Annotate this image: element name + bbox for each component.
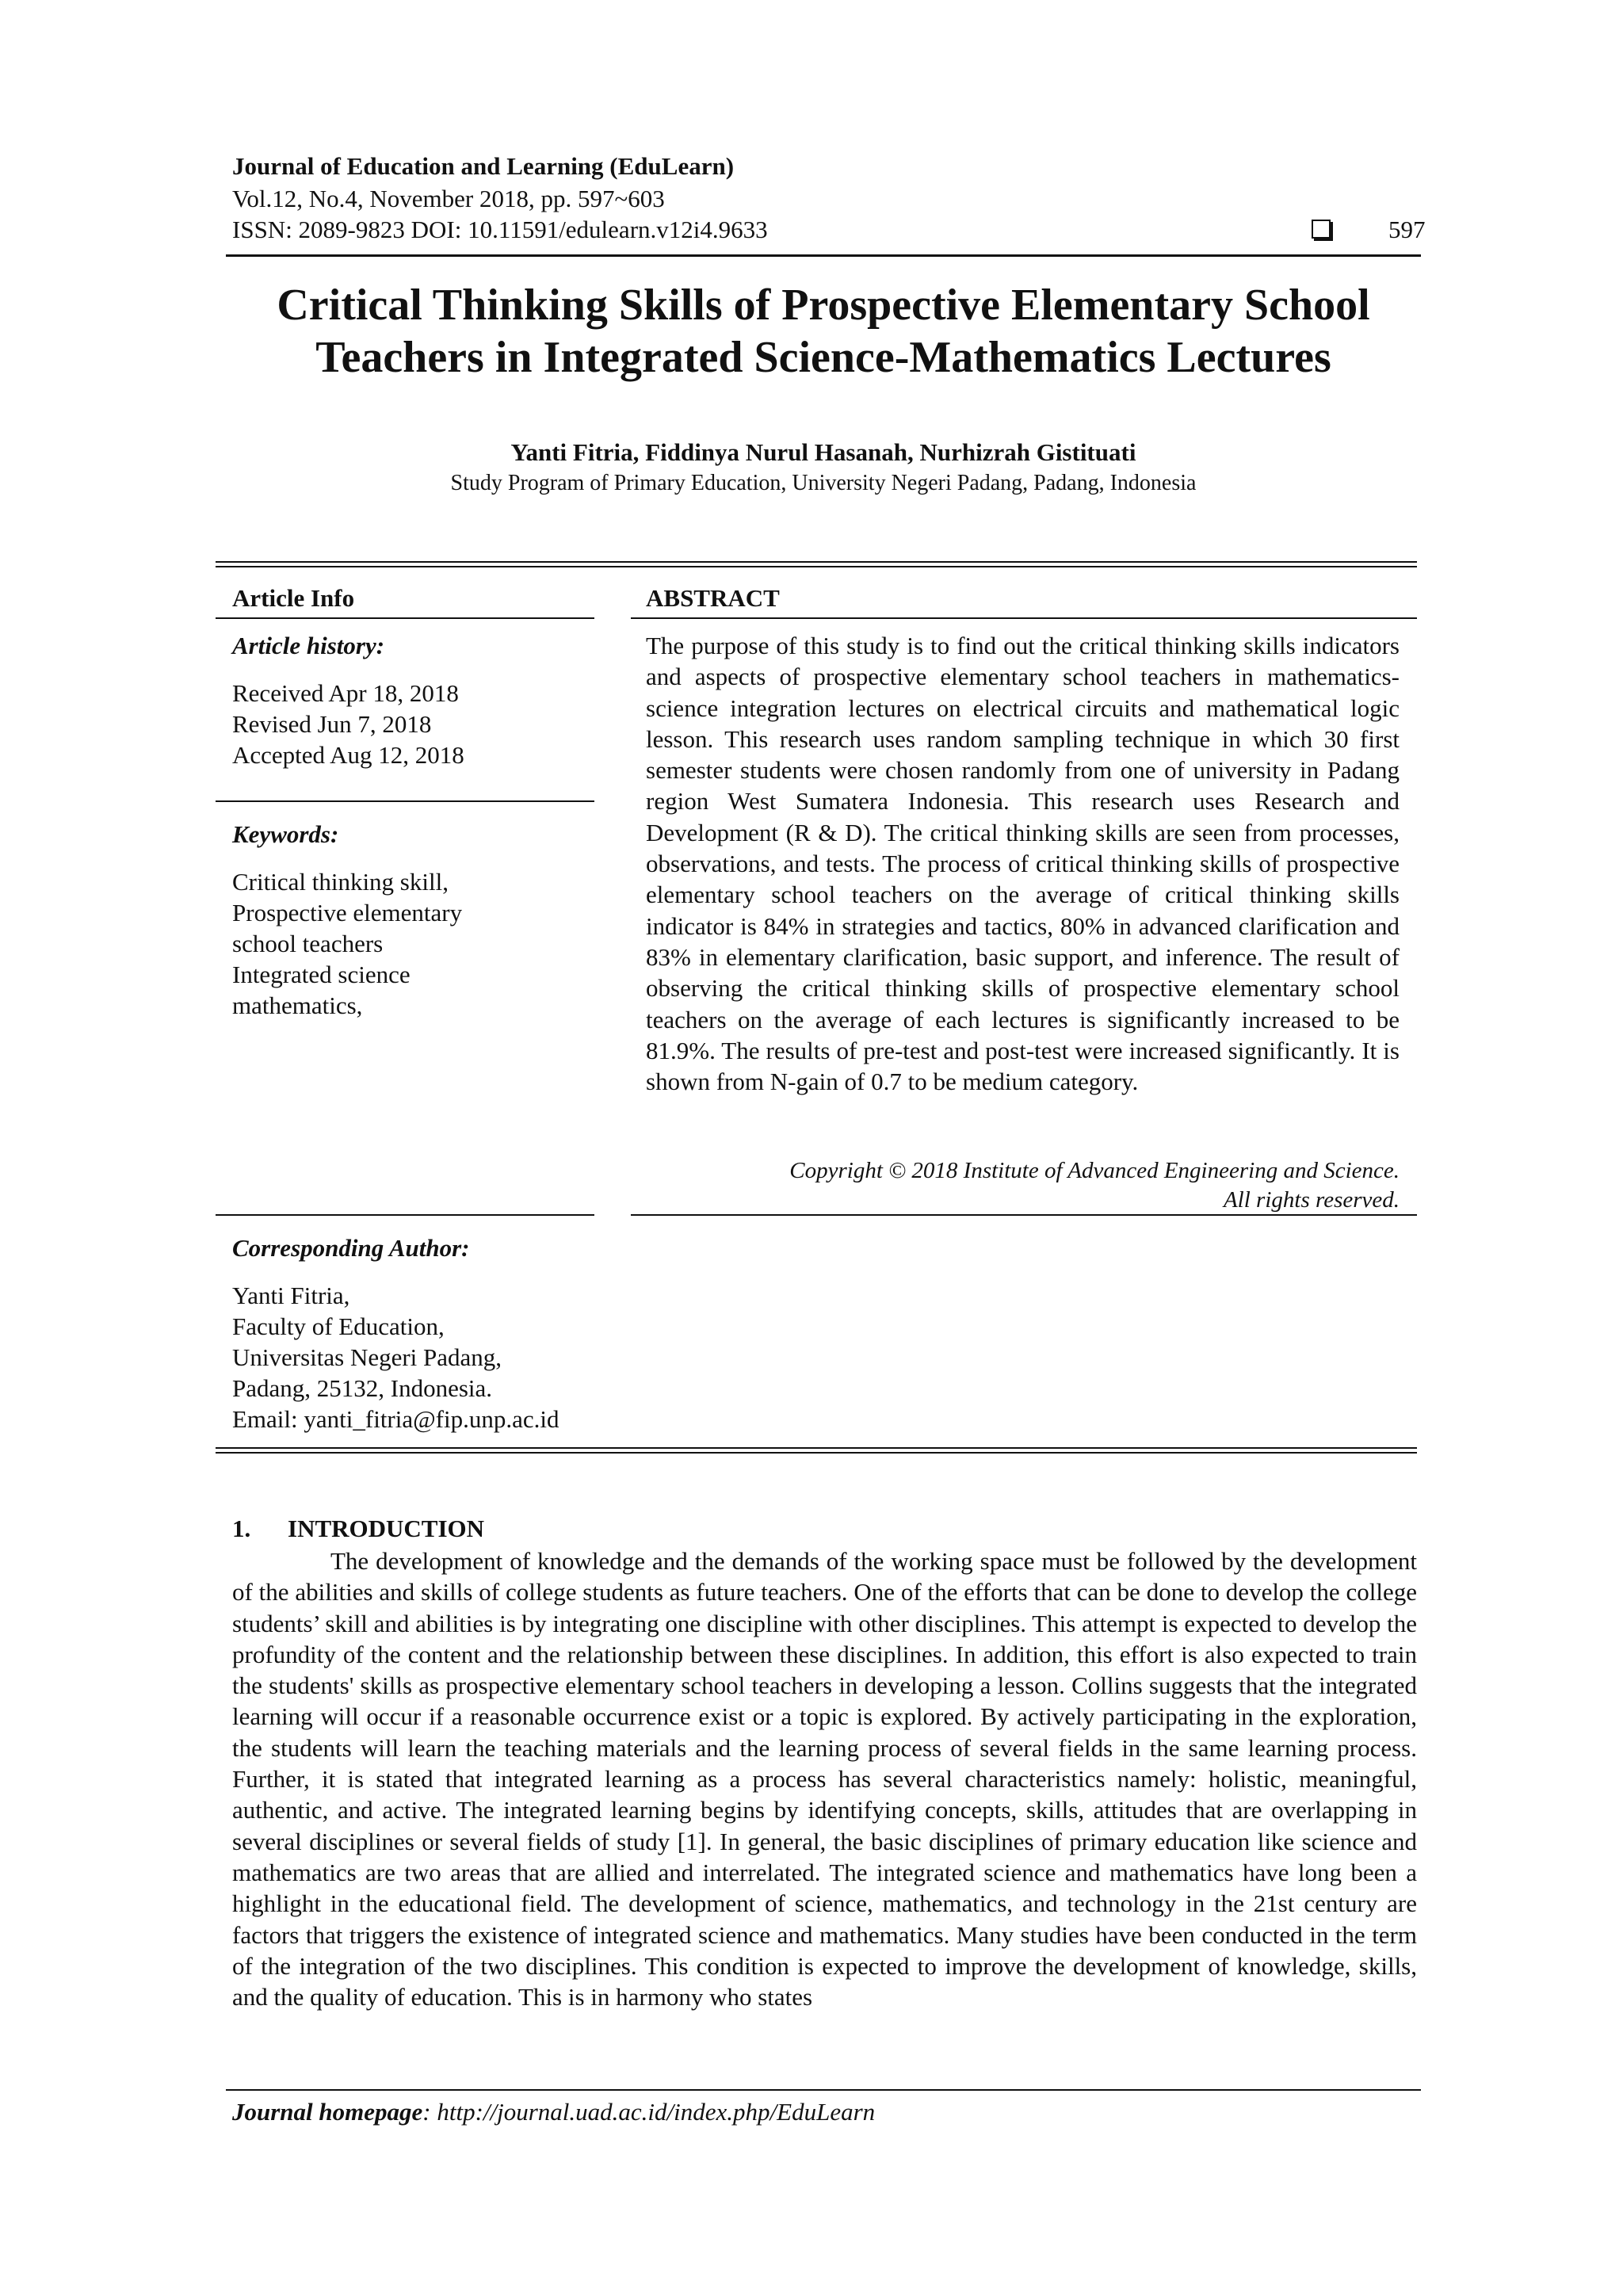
section-number: 1. [232,1515,251,1542]
keyword-item: Integrated science [232,961,411,988]
abstract-heading-rule [631,617,1417,619]
keywords-divider [216,1214,594,1216]
section-title: INTRODUCTION [288,1515,485,1542]
rights-reserved-line: All rights reserved. [1223,1187,1400,1213]
keyword-item: mathematics, [232,991,363,1019]
history-revised: Revised Jun 7, 2018 [232,710,432,738]
corresponding-author-line: Faculty of Education, [232,1312,445,1340]
journal-issn-doi: ISSN: 2089-9823 DOI: 10.11591/edulearn.v12i4.9633 [232,216,768,243]
footer-rule [226,2089,1421,2091]
article-history-heading: Article history: [232,632,385,659]
info-box-top-rule [216,561,1417,563]
history-accepted: Accepted Aug 12, 2018 [232,741,464,769]
journal-volume: Vol.12, No.4, November 2018, pp. 597~603 [232,185,665,212]
info-box-bottom-rule [216,1447,1417,1449]
paper-title-line-1: Critical Thinking Skills of Prospective Elementary School [277,281,1370,330]
page-number: 597 [1388,216,1426,243]
corresponding-author-email: Email: yanti_fitria@fip.unp.ac.id [232,1405,559,1433]
corresponding-author-heading: Corresponding Author: [232,1234,470,1262]
history-divider [216,800,594,802]
corresponding-author-line: Universitas Negeri Padang, [232,1343,502,1371]
abstract-heading: ABSTRACT [646,584,780,612]
keyword-item: Critical thinking skill, [232,868,449,896]
corresponding-author-line: Padang, 25132, Indonesia. [232,1374,493,1402]
journal-homepage-url[interactable]: : http://journal.uad.ac.id/index.php/EduLearn [422,2098,876,2126]
article-info-heading: Article Info [232,584,355,612]
square-bullet-icon [1312,220,1331,239]
keywords-heading: Keywords: [232,820,339,848]
header-rule [226,254,1421,257]
keyword-item: school teachers [232,930,384,957]
abstract-text: The purpose of this study is to find out the critical thinking skills indicators and aspects of prospective elementary school teachers in mathematics-science integration lectures on electrical circuits and mathematical logic lesson. This research uses random sampling technique in which 30 first semester students were chosen randomly from one of university in Padang region West Sumatera Indonesia. This research uses Research and Development (R & D). The critical thinking skills are seen from processes, observations, and tests. The process of critical thinking skills of prospective elementary school teachers on the average of critical thinking skills indicator is 84% in strategies and tactics, 80% in advanced clarification and 83% in elementary clarification, basic support, and inference. The result of observing the critical thinking skills of prospective elementary school teachers on the average of each lectures is significantly increased to be 81.9%. The results of pre-test and post-test were increased significantly. It is shown from N-gain of 0.7 to be medium category. [646,632,1400,1096]
history-received: Received Apr 18, 2018 [232,679,459,707]
corresponding-author-line: Yanti Fitria, [232,1282,350,1309]
paper-title-line-2: Teachers in Integrated Science-Mathematics Lectures [315,333,1331,382]
author-list: Yanti Fitria, Fiddinya Nurul Hasanah, Nurhizrah Gistituati [510,438,1136,466]
copyright-line: Copyright © 2018 Institute of Advanced Engineering and Science. [789,1158,1400,1183]
journal-homepage-label: Journal homepage [232,2098,423,2126]
article-info-heading-rule [216,617,594,619]
introduction-paragraph: The development of knowledge and the demands of the working space must be followed by the development of the abilities and skills of college students as future teachers. One of the efforts that can be done to develop the college students’ skill and abilities is by integrating one discipline with other disciplines. This attempt is expected to develop the profundity of the content and the relationship between these disciplines. In addition, this effort is also expected to train the students' skills as prospective elementary school teachers in developing a lesson. Collins suggests that the integrated learning will occur if a reasonable occurrence exist or a topic is explored. By actively participating in the exploration, the students will learn the teaching materials and the learning process of several fields in the same learning process. Further, it is stated that integrated learning as a process has several characteristics namely: holistic, meaningful, authentic, and active. The integrated learning begins by identifying concepts, skills, attitudes that are overlapping in several disciplines or several fields of study [1]. In general, the basic disciplines of primary education like science and mathematics are two areas that are allied and interrelated. The integrated science and mathematics have long been a highlight in the educational field. The development of science, mathematics, and technology in the 21st century are factors that triggers the existence of integrated science and mathematics. Many studies have been conducted in the term of the integration of the two disciplines. This condition is expected to improve the development of knowledge, skills, and the quality of education. This is in harmony who states [232,1547,1417,2011]
journal-homepage [232,2098,875,2126]
keyword-item: Prospective elementary [232,899,463,926]
introduction-heading [232,1515,484,1543]
abstract-bottom-rule [631,1214,1417,1216]
author-affiliation: Study Program of Primary Education, University Negeri Padang, Padang, Indonesia [450,471,1197,495]
journal-name: Journal of Education and Learning (EduLearn) [232,152,735,180]
